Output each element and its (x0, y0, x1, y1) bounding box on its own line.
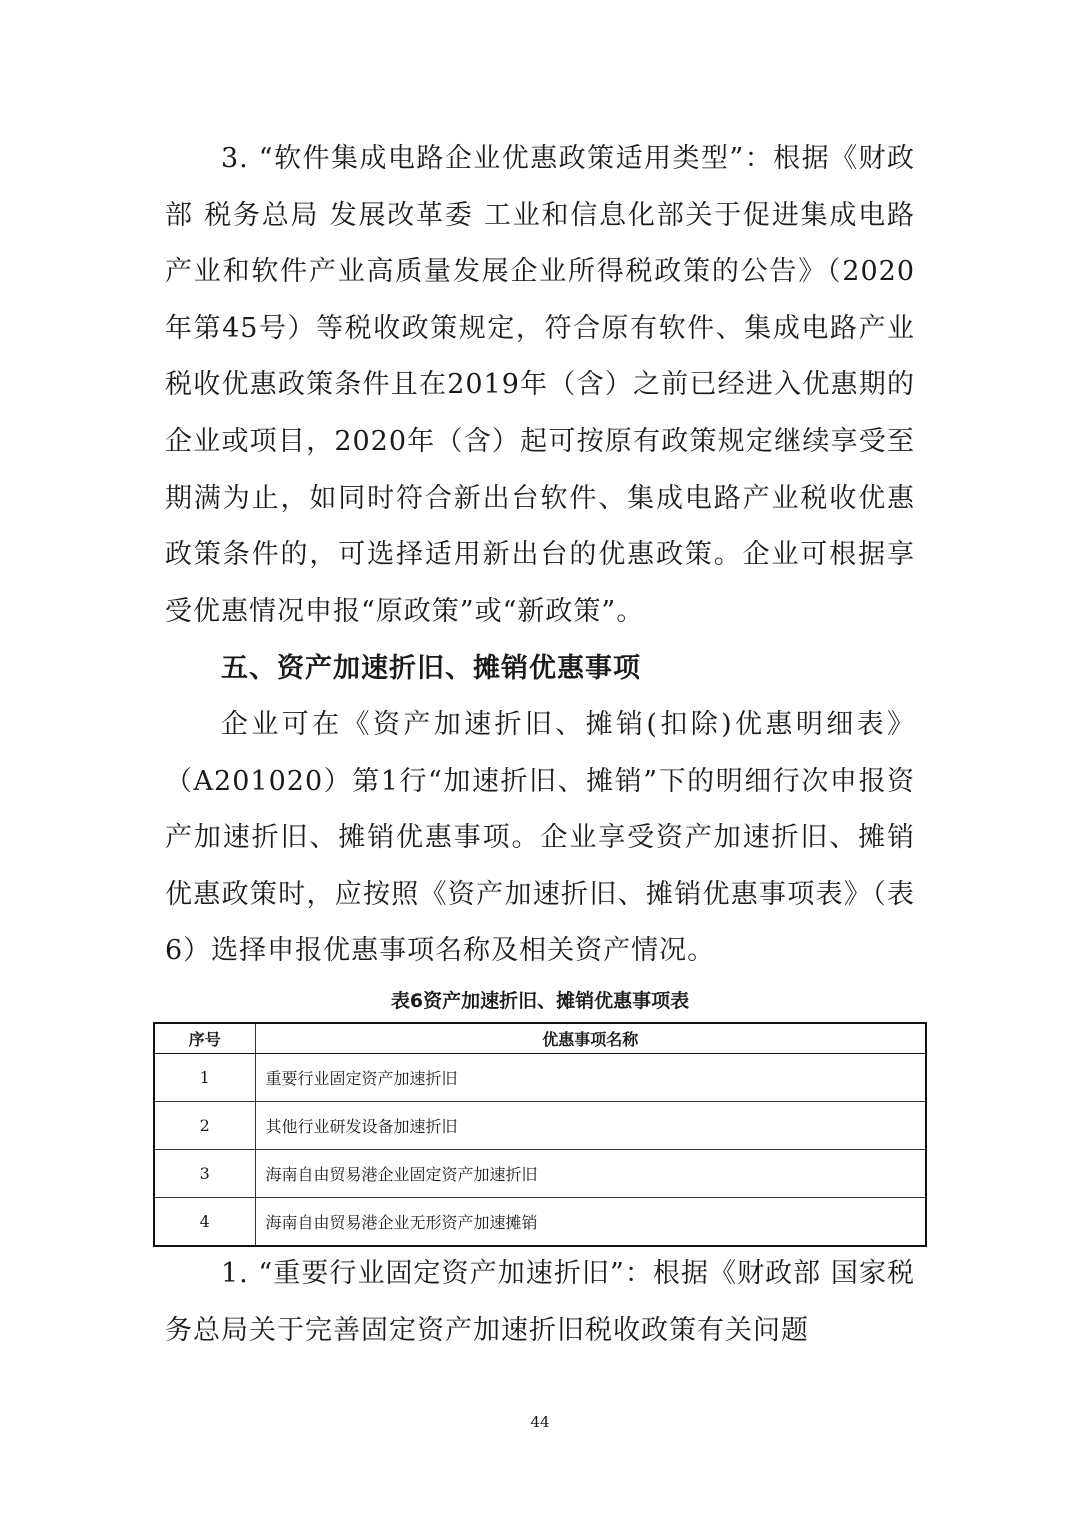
table-row (154, 1054, 926, 1102)
table-row (154, 1102, 926, 1150)
header-seq: 序号 (154, 1023, 255, 1054)
row-seq: 2 (154, 1102, 255, 1150)
table-row (154, 1150, 926, 1198)
header-item-name: 优惠事项名称 (255, 1023, 926, 1054)
row-item-name: 重要行业固定资产加速折旧 (255, 1054, 926, 1102)
table-header-row (154, 1023, 926, 1054)
paragraph-accelerated-depreciation: 企业可在《资产加速折旧、摊销(扣除)优惠明细表》（A201020）第1行“加速折旧、摊销”下的明细行次申报资产加速折旧、摊销优惠事项。企业享受资产加速折旧、摊销优惠政策时，应按照《资产加速折旧、摊销优惠事项表》（表6）选择申报优惠事项名称及相关资产情况。 (165, 709, 915, 967)
row-seq: 1 (154, 1054, 255, 1102)
table-caption: 表6资产加速折旧、摊销优惠事项表 (390, 990, 690, 1012)
paragraph-key-industry-depreciation: 1. “重要行业固定资产加速折旧”：根据《财政部 国家税务总局关于完善固定资产加速折旧税收政策有关问题 (165, 1258, 915, 1346)
row-seq: 3 (154, 1150, 255, 1198)
table-row (154, 1198, 926, 1247)
row-item-name: 海南自由贸易港企业固定资产加速折旧 (255, 1150, 926, 1198)
page-number: 44 (530, 1413, 550, 1431)
preferential-items-table (153, 1022, 927, 1247)
row-seq: 4 (154, 1198, 255, 1247)
paragraph-software-ic-policy: 3. “软件集成电路企业优惠政策适用类型”：根据《财政部 税务总局 发展改革委 工业和信息化部关于促进集成电路产业和软件产业高质量发展企业所得税政策的公告》（2020年第45号）等税收政策规定，符合原有软件、集成电路产业税收优惠政策条件且在2019年（含）之前已经进入优惠期的企业或项目，2020年（含）起可按原有政策规定继续享受至期满为止，如同时符合新出台软件、集成电路产业税收优惠政策条件的，可选择适用新出台的优惠政策。企业可根据享受优惠情况申报“原政策”或“新政策”。 (165, 143, 915, 627)
section-heading-accelerated-depreciation: 五、资产加速折旧、摊销优惠事项 (221, 653, 641, 684)
row-item-name: 其他行业研发设备加速折旧 (255, 1102, 926, 1150)
row-item-name: 海南自由贸易港企业无形资产加速摊销 (255, 1198, 926, 1247)
